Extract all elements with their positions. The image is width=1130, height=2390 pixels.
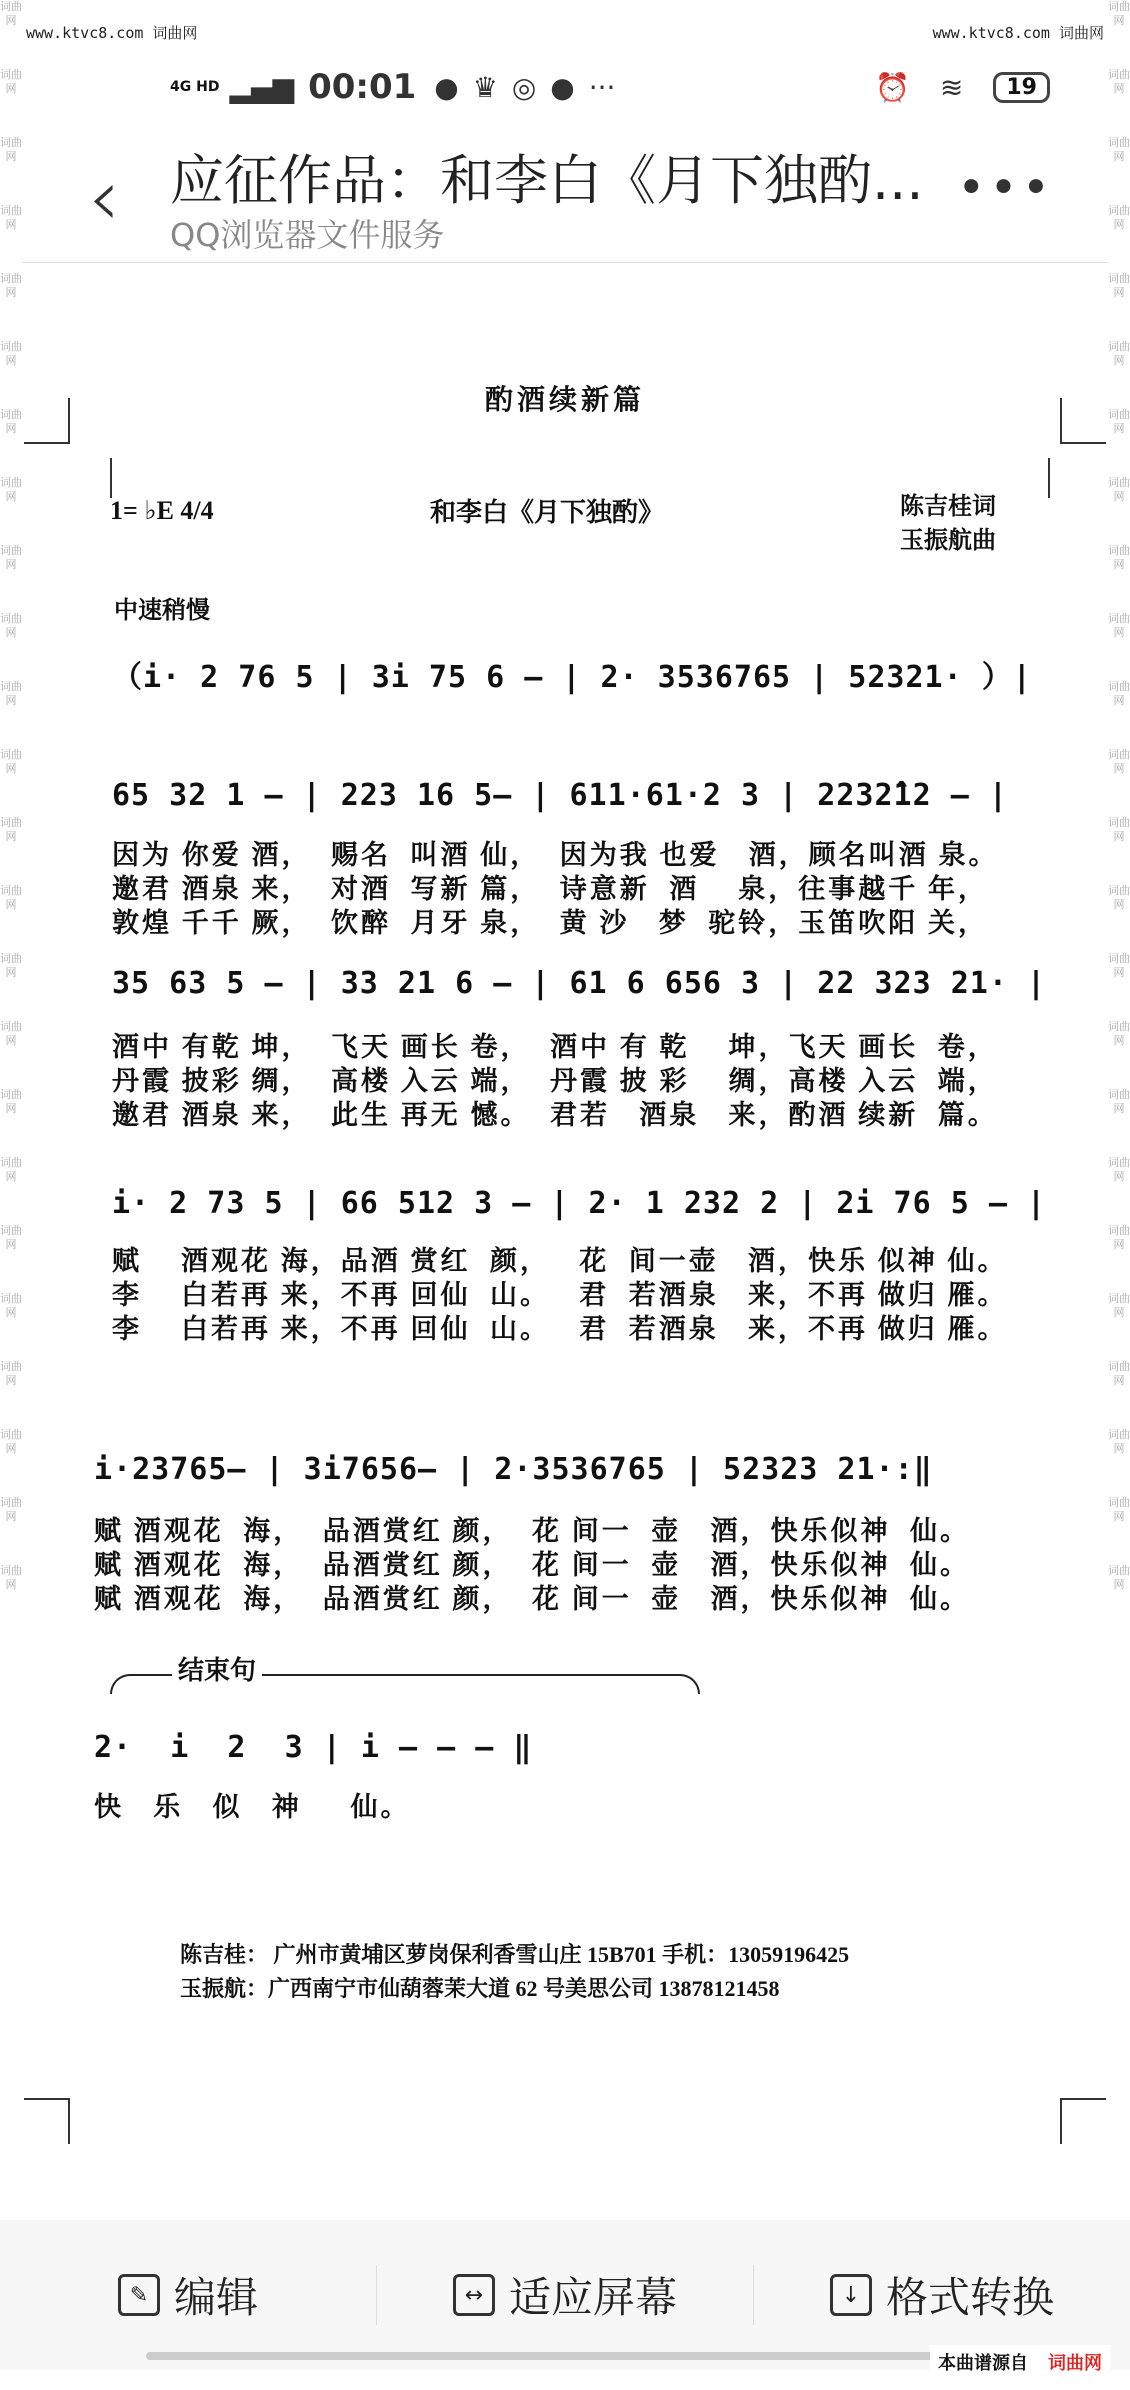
signal-icon: ▂▄▆ [229,70,295,104]
song-title: 酌酒续新篇 [484,385,645,416]
scrollbar[interactable] [146,2352,986,2360]
battery-icon: 19 [993,72,1050,103]
lyric-line: 酒中 有乾 坤， 飞天 画长 卷， 酒中 有 乾 坤，飞天 画长 卷， [112,1032,998,1062]
watermark-bottom: 本曲谱源自 词曲网 [930,2345,1110,2379]
crop-mark [1030,458,1050,498]
composer: 玉振航曲 [900,528,996,554]
chevron-left-icon[interactable]: ‹ [88,151,120,244]
edit-label: 编辑 [173,2273,258,2322]
status-time: 00:01 [308,67,417,107]
watermark-strip-right: 词曲网 词曲网 词曲网 词曲网 词曲网 词曲网 词曲网 词曲网 词曲网 词曲网 词曲网 词曲网 词曲网 词曲网 词曲网 词曲网 词曲网 词曲网 词曲网 词曲网 词曲网 词曲网 词曲网 词曲网 [1108,0,1130,1591]
more-icon[interactable]: ••• [957,160,1054,216]
crop-mark [110,458,130,498]
lyric-line: 赋 酒观花 海， 品酒赏红 颜， 花 间一 壶 酒，快乐似神 仙。 [94,1516,970,1546]
edit-icon: ✎ [118,2274,160,2316]
lyric-line: 邀君 酒泉 来， 此生 再无 憾。 君若 酒泉 来，酌酒 续新 篇。 [112,1100,998,1130]
lyricist: 陈吉桂词 [900,494,996,520]
lyric-line: 赋 酒观花 海， 品酒赏红 颜， 花 间一 壶 酒，快乐似神 仙。 [94,1550,970,1580]
lyric-line: 邀君 酒泉 来， 对酒 写新 篇， 诗意新 酒 泉，往事越千 年， [112,874,988,904]
wifi-icon: ≋ [939,70,964,104]
watermark-top-left: www.ktvc8.com 词曲网 [26,24,198,42]
lyric-line: 李 白若再 来，不再 回仙 山。 君 若酒泉 来，不再 做归 雁。 [112,1314,1008,1344]
edit-button[interactable] [0,2265,376,2325]
watermark-strip-left: 词曲网 词曲网 词曲网 词曲网 词曲网 词曲网 词曲网 词曲网 词曲网 词曲网 词曲网 词曲网 词曲网 词曲网 词曲网 词曲网 词曲网 词曲网 词曲网 词曲网 词曲网 词曲网 词曲网 词曲网 [0,0,22,1591]
lyric-line: 赋 酒观花 海，品酒 赏红 颜， 花 间一壶 酒，快乐 似神 仙。 [112,1246,1008,1276]
crop-mark [24,2098,70,2144]
sheet-music-document[interactable] [0,300,1130,2180]
lyric-line: 因为 你爱 酒， 赐名 叫酒 仙， 因为我 也爱 酒，顾名叫酒 泉。 [112,840,999,870]
notation-line: 65 32 1 — | 223 16 5— | 611·61·2 3 | 2232̂12 — | [112,778,1008,813]
app-header [0,130,1130,260]
weibo-icon: ◎ [511,70,537,104]
alarm-icon: ⏰ [875,70,910,104]
address-line: 陈吉桂： 广州市黄埔区萝岗保利香雪山庄 15B701 手机：13059196425 [180,1942,850,1967]
credits [900,490,996,558]
header-divider [22,262,1108,263]
notation-line: 35 63 5 — | 33 21 6 — | 61 6 656 3 | 22 323 21· | [112,966,1047,1001]
song-subtitle: 和李白《月下独酌》 [430,498,665,527]
lyric-line: 敦煌 千千 厥， 饮醉 月牙 泉， 黄 沙 梦 驼铃，玉笛吹阳 关， [112,908,988,938]
lyric-line: 丹霞 披彩 绸， 高楼 入云 端， 丹霞 披 彩 绸，高楼 入云 端， [112,1066,998,1096]
fit-screen-icon: ↔ [453,2274,495,2316]
ending-label: 结束句 [172,1650,262,1687]
status-bar [170,62,1050,112]
lyric-line: 李 白若再 来，不再 回仙 山。 君 若酒泉 来，不再 做归 雁。 [112,1280,1008,1310]
address-line: 玉振航：广西南宁市仙葫蓉茉大道 62 号美思公司 13878121458 [180,1976,780,2001]
network-label: 4G HD [170,79,220,95]
download-icon: ↓ [830,2274,872,2316]
notation-line: （i· 2 76 5 | 3i 75 6 — | 2· 3536765 | 52321· ）| [112,660,1032,695]
crown-icon: ♛ [472,70,498,104]
page-subtitle: QQ浏览器文件服务 [170,216,445,254]
tempo-marking: 中速稍慢 [114,598,210,624]
qq-icon: ● [434,70,459,104]
fit-screen-button[interactable] [377,2265,753,2325]
page-title: 应征作品：和李白《月下独酌... [170,149,924,212]
format-convert-label: 格式转换 [885,2273,1054,2322]
watermark-top-right: www.ktvc8.com 词曲网 [932,24,1104,42]
ending-notation: 2· i 2 3 | i — — — ‖ [94,1730,533,1765]
format-convert-button[interactable] [754,2265,1130,2325]
crop-mark [1060,2098,1106,2144]
chat-icon: ● [550,70,575,104]
ending-lyrics: 快 乐 似 神 仙。 [94,1792,411,1822]
lyric-line: 赋 酒观花 海， 品酒赏红 颜， 花 间一 壶 酒，快乐似神 仙。 [94,1584,970,1614]
key-signature: 1= ♭E 4/4 [110,496,214,525]
notation-line: i· 2 73 5 | 66 512 3 — | 2· 1 232 2 | 2i 76 5 — | [112,1186,1047,1221]
fit-screen-label: 适应屏幕 [508,2273,677,2322]
more-dots-icon: ··· [588,70,616,104]
notation-line: i·23765— | 3i7656— | 2·3536765 | 52323 21·:‖ [94,1452,933,1487]
